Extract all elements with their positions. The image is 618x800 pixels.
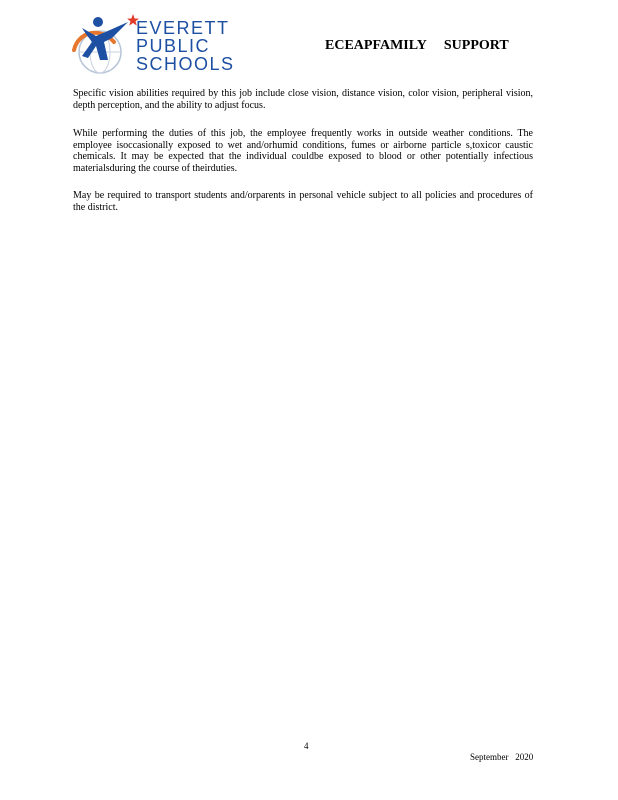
work-environment-paragraph: While performing the duties of this job, the employee frequently works in outside weather conditions. The employee isoccasionally exposed to wet and/orhumid conditions, fumes or airborne particle s,toxicor caustic chemicals. It may be expected that the individual couldbe exposed to blood or other potentially infectious materialsduring the course of theirduties. <box>73 128 533 174</box>
document-title: ECEAPFAMILY SUPPORT <box>325 38 509 53</box>
school-logo <box>70 12 240 78</box>
footer-date: September 2020 <box>470 752 534 762</box>
vision-requirements-paragraph: Specific vision abilities required by this job include close vision, distance vision, color vision, peripheral vision, depth perception, and the ability to adjust focus. <box>73 88 533 111</box>
page-number: 4 <box>304 741 309 751</box>
logo-line-everett: EVERETT <box>136 18 230 38</box>
logo-line-schools: SCHOOLS <box>136 54 235 74</box>
person-reaching-star-icon <box>70 12 140 78</box>
transport-paragraph: May be required to transport students and/orparents in personal vehicle subject to all policies and procedures of the district. <box>73 190 533 213</box>
logo-wordmark <box>136 19 235 73</box>
logo-line-public: PUBLIC <box>136 36 211 56</box>
